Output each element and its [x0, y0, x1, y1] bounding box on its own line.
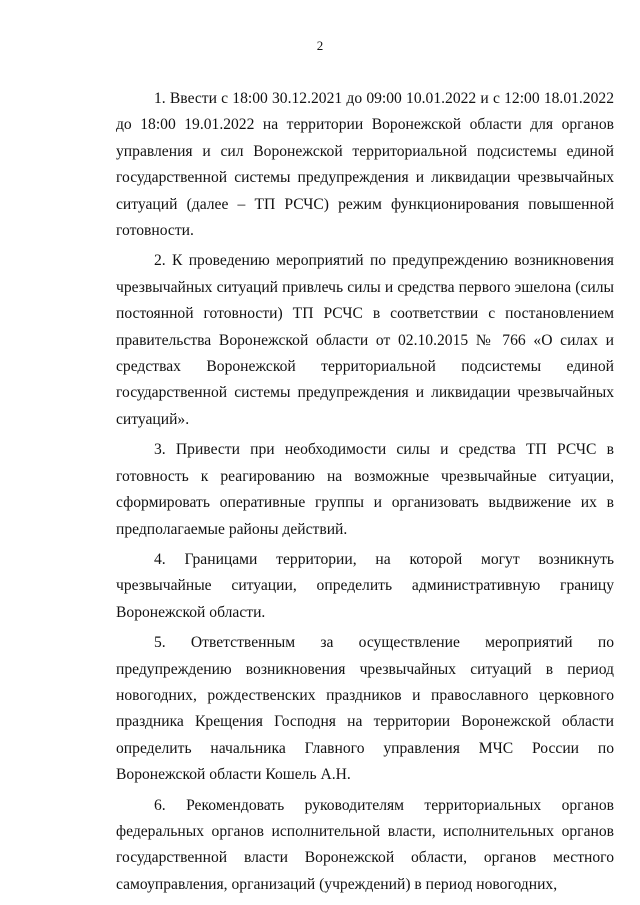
page-number: 2	[316, 38, 324, 53]
paragraph-6: 6. Рекомендовать руководителям территориальных органов федеральных органов исполнительной власти, исполнительных органов государственной власти Воронежской области, органов местного самоуправления, организаций (учреждений) в период новогодних,	[116, 796, 614, 893]
paragraph-4: 4. Границами территории, на которой могут возникнуть чрезвычайные ситуации, определить административную границу Воронежской области.	[116, 550, 614, 621]
paragraph-3: 3. Привести при необходимости силы и средства ТП РСЧС в готовность к реагированию на возможные чрезвычайные ситуации, сформировать оперативные группы и организовать выдвижение их в предполагаемые районы действий.	[116, 441, 614, 538]
paragraph-2: 2. К проведению мероприятий по предупреждению возникновения чрезвычайных ситуаций привлечь силы и средства первого эшелона (силы постоянной готовности) ТП РСЧС в соответствии с постановлением правительства Воронежской области от 02.10.2015 № 766 «О силах и средствах Воронежской территориальной подсистемы единой государственной системы предупреждения и ликвидации чрезвычайных ситуаций».	[116, 252, 614, 428]
paragraph-1: 1. Ввести с 18:00 30.12.2021 до 09:00 10.01.2022 и с 12:00 18.01.2022 до 18:00 19.01.2022 на территории Воронежской области для органов управления и сил Воронежской территориальной подсистемы единой государственной системы предупреждения и ликвидации чрезвычайных ситуаций (далее – ТП РСЧС) режим функционирования повышенной готовности.	[116, 90, 614, 240]
document-body	[116, 86, 614, 902]
paragraph-5: 5. Ответственным за осуществление мероприятий по предупреждению возникновения чрезвычайных ситуаций в период новогодних, рождественских праздников и православного церковного праздника Крещения Господня на территории Воронежской области определить начальника Главного управления МЧС России по Воронежской области Кошель А.Н.	[116, 634, 614, 784]
